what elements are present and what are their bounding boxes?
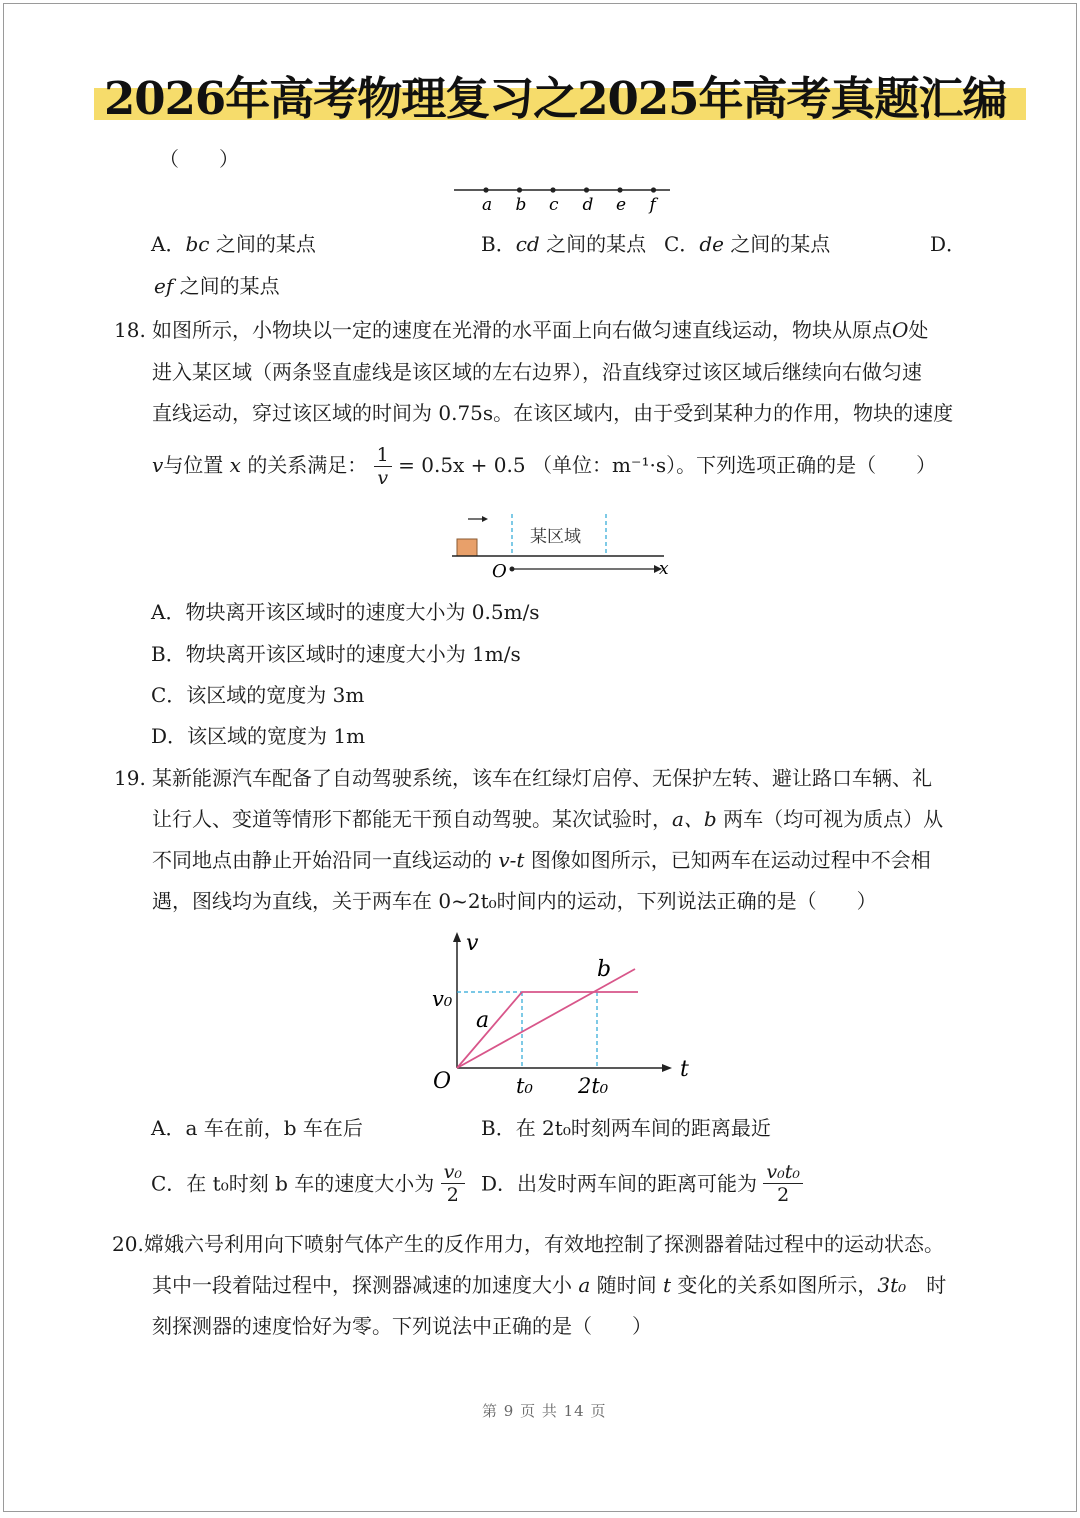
q20-line1: 嫦娥六号利用向下喷射气体产生的反作用力，有效地控制了探测器着陆过程中的运动状态。 (144, 1232, 944, 1256)
q19-line4: 遇，图线均为直线，关于两车在 0~2t₀时间内的运动，下列说法正确的是（ ） (152, 889, 877, 913)
q19-line3: 不同地点由静止开始沿同一直线运动的 v-t 图像如图所示，已知两车在运动过程中不会相 (152, 848, 931, 872)
x-axis-label: x (659, 559, 669, 579)
q18-option-d[interactable]: D．该区域的宽度为 1m (151, 724, 366, 748)
page-number: 第 9 页 共 14 页 (482, 1402, 607, 1420)
q20-line2: 其中一段着陆过程中，探测器减速的加速度大小 a 随时间 t 变化的关系如图所示，3t₀ 时 (152, 1273, 947, 1297)
point-e (617, 187, 622, 192)
point-d (584, 187, 589, 192)
t-axis-arrowhead-icon (662, 1064, 672, 1072)
origin-label: O (492, 561, 507, 582)
q19-d-fraction: $\frac{\text{v₀t₀}}{2}$ (763, 1161, 803, 1206)
point-label-c: c (549, 195, 559, 215)
block (457, 539, 477, 556)
q19-vt-graph (424, 926, 704, 1101)
origin-label: O (433, 1069, 452, 1094)
q18-option-a[interactable]: A．物块离开该区域时的速度大小为 0.5m/s (151, 600, 540, 624)
point-label-e: e (616, 195, 627, 215)
q17-option-c[interactable]: C．de 之间的某点 (664, 232, 831, 256)
v-axis-arrowhead-icon (453, 932, 461, 942)
q18-line2: 进入某区域（两条竖直虚线是该区域的左右边界），沿直线穿过该区域后继续向右做匀速 (152, 360, 922, 384)
point-label-b: b (515, 195, 527, 215)
velocity-arrowhead-icon (482, 516, 488, 522)
q19-option-d[interactable]: D．出发时两车间的距离可能为 $\frac{\text{v₀t₀}}{2}$ (481, 1161, 803, 1206)
q17-option-a[interactable]: A．bc 之间的某点 (151, 232, 316, 256)
q18-formula-fraction: $\frac{1}{v}$ (374, 444, 392, 489)
v-axis-label: v (466, 931, 479, 956)
point-c (550, 187, 555, 192)
q17-option-d-letter[interactable]: D． (930, 232, 967, 256)
t0-label: t₀ (516, 1074, 533, 1098)
line-a-label: a (476, 1008, 490, 1033)
q20-number: 20. (112, 1232, 144, 1256)
q18-line3: 直线运动，穿过该区域的时间为 0.75s。在该区域内，由于受到某种力的作用，物块的速度 (152, 401, 954, 425)
q19-option-a[interactable]: A．a 车在前，b 车在后 (151, 1116, 363, 1140)
point-b (517, 187, 522, 192)
q20-line3: 刻探测器的速度恰好为零。下列说法中正确的是（ ） (152, 1314, 652, 1338)
q17-option-b[interactable]: B．cd 之间的某点 (481, 232, 647, 256)
point-a (483, 187, 488, 192)
q18-region-figure (444, 512, 684, 582)
q18-formula: = 0.5x + 0.5 (398, 453, 526, 477)
q19-option-c[interactable]: C．在 t₀时刻 b 车的速度大小为 $\frac{\text{v₀}}{2}$ (151, 1161, 465, 1206)
q17-points-figure (444, 179, 684, 219)
point-label-f: f (649, 195, 656, 215)
point-label-a: a (482, 195, 493, 215)
2t0-label: 2t₀ (578, 1074, 609, 1098)
q19-option-b[interactable]: B．在 2t₀时刻两车间的距离最近 (481, 1116, 771, 1140)
point-f (651, 187, 656, 192)
q18-number: 18. (114, 318, 146, 342)
region-label: 某区域 (530, 527, 581, 547)
q17-answer-bracket: （ ） (159, 147, 239, 171)
q19-number: 19. (114, 766, 146, 790)
q19-c-fraction: $\frac{\text{v₀}}{2}$ (441, 1161, 465, 1206)
q19-line1: 某新能源汽车配备了自动驾驶系统，该车在红绿灯启停、无保护左转、避让路口车辆、礼 (152, 766, 932, 790)
q18-line1: 如图所示，小物块以一定的速度在光滑的水平面上向右做匀速直线运动，物块从原点O处 (152, 318, 929, 342)
line-b-label: b (597, 957, 612, 982)
q18-line4: v与位置 x 的关系满足： $\frac{1}{v}$ = 0.5x + 0.5 （单位：m⁻¹·s）。下列选项正确的是（ ） (152, 444, 937, 489)
v0-label: v₀ (432, 987, 453, 1011)
point-label-d: d (582, 195, 594, 215)
q18-option-b[interactable]: B．物块离开该区域时的速度大小为 1m/s (151, 642, 521, 666)
q17-option-d[interactable]: ef 之间的某点 (154, 274, 280, 298)
t-axis-label: t (680, 1057, 689, 1082)
q18-option-c[interactable]: C．该区域的宽度为 3m (151, 683, 365, 707)
page-title: 2026年高考物理复习之2025年高考真题汇编 (104, 72, 1007, 125)
q19-line2: 让行人、变道等情形下都能无干预自动驾驶。某次试验时，a、b 两车（均可视为质点）从 (152, 807, 944, 831)
page (3, 3, 1077, 1512)
